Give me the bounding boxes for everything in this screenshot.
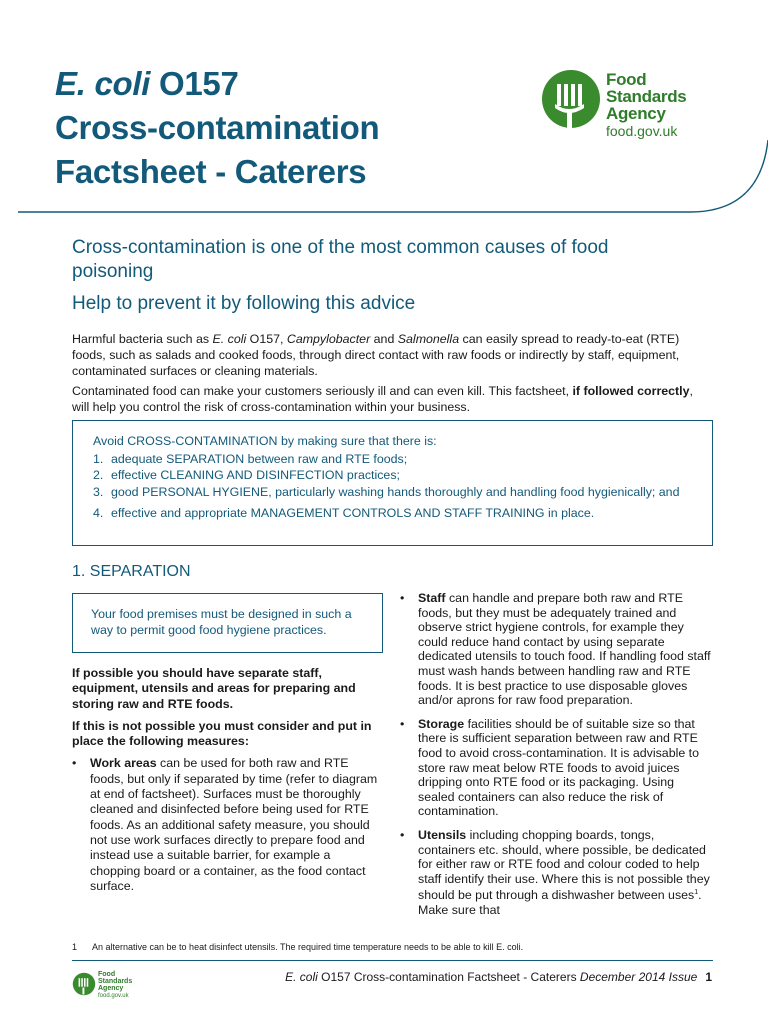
left-column bbox=[72, 666, 382, 903]
bullet-staff: • Staff can handle and prepare both raw and RTE foods, but they must be adequately trained and observe strict hygiene controls, for example they could reduce hand contact by using separate dedicated utensils to touch food. If handling food staff must wash hands between handling raw and RTE foods. It is best practice to use disposable gloves and/or aprons for raw food preparation. bbox=[400, 591, 711, 708]
paragraph-contaminated-food: Contaminated food can make your customers seriously ill and can even kill. This factsheet, if followed correctly, will help you control the risk of cross-contamination within your business. bbox=[72, 384, 693, 414]
title-line-2: Cross-contamination bbox=[55, 109, 380, 146]
title-line-1: E. coli O157 bbox=[55, 65, 239, 102]
measures-statement: If this is not possible you must consider and put in place the following measures: bbox=[72, 718, 372, 749]
footer-caption: E. coli O157 Cross-contamination Factsheet - Caterers December 2014 Issue 1 bbox=[285, 970, 712, 984]
avoid-box-intro: Avoid CROSS-CONTAMINATION by making sure that there is: bbox=[93, 434, 437, 448]
avoid-item: 1. adequate SEPARATION between raw and RTE foods; bbox=[93, 451, 408, 466]
paragraph-bacteria: Harmful bacteria such as E. coli O157, Campylobacter and Salmonella can easily spread to ready-to-eat (RTE) foods, such as salads and cooked foods, through direct contact with raw foods or indirectly by staff, equipment, contaminated surfaces or cleaning materials. bbox=[72, 332, 680, 378]
page-number: 1 bbox=[705, 970, 712, 984]
section-heading-separation: 1. SEPARATION bbox=[72, 563, 191, 580]
footnote: 1 An alternative can be to heat disinfect utensils. The required time temperature needs to be able to kill E. coli. bbox=[72, 942, 524, 952]
bullet-utensils: • Utensils including chopping boards, tongs, containers etc. should, where possible, be dedicated for either raw or RTE food and colour coded to help staff identify their use. Where this is not possible they should be put through a dishwasher between uses$^1$. Make sure that bbox=[400, 827, 710, 917]
footer-fsa-logo: Food Standards Agency food.gov.uk bbox=[72, 970, 142, 1004]
bullet-icon: • bbox=[400, 827, 405, 842]
fork-emblem-icon bbox=[540, 68, 602, 130]
fork-emblem-icon bbox=[72, 972, 96, 996]
bullet-icon: • bbox=[72, 756, 77, 771]
bullet-icon: • bbox=[400, 591, 405, 605]
lead-statement: Cross-contamination is one of the most common causes of food poisoning bbox=[72, 237, 609, 282]
avoid-item: 3. good PERSONAL HYGIENE, particularly washing hands thoroughly and handling food hygienically; and bbox=[93, 484, 680, 499]
fsa-logo bbox=[540, 68, 760, 146]
footer-divider bbox=[72, 960, 713, 961]
bullet-storage: • Storage facilities should be of suitable size so that there is sufficient separation between raw and RTE food to avoid cross-contamination. It is advisable to store raw meat below RTE foods to avoid juices dripping onto RTE food or its packaging. Using sealed containers can also reduce the risk of contamination. bbox=[400, 716, 700, 819]
bullet-work-areas: • Work areas can be used for both raw and RTE foods, but only if separated by time (refer to diagram at end of factsheet). Surfaces must be thoroughly cleaned and disinfected before being used for RTE foods. As an additional safety measure, you should not use work surfaces directly to prepare food and instead use a suitable barrier, for example a chopping board or a container, as the food contact surface. bbox=[72, 756, 378, 893]
avoid-cross-contamination-box bbox=[72, 420, 713, 546]
title-line-3: Factsheet - Caterers bbox=[55, 153, 367, 190]
bullet-icon: • bbox=[400, 716, 405, 731]
right-column bbox=[400, 591, 712, 927]
logo-url: food.gov.uk bbox=[606, 123, 678, 139]
lead-advice: Help to prevent it by following this advice bbox=[72, 293, 416, 314]
design-callout-box: Your food premises must be designed in such a way to permit good food hygiene practices. bbox=[72, 593, 383, 653]
logo-wordmark: Food Standards Agency bbox=[606, 70, 687, 123]
avoid-item: 4. effective and appropriate MANAGEMENT CONTROLS AND STAFF TRAINING in place. bbox=[93, 506, 595, 520]
page-title bbox=[55, 62, 475, 194]
avoid-item: 2. effective CLEANING AND DISINFECTION practices; bbox=[93, 468, 400, 482]
intro-lead bbox=[72, 236, 692, 316]
separate-staff-statement: If possible you should have separate staff, equipment, utensils and areas for preparing and storing raw and RTE foods. bbox=[72, 666, 356, 711]
